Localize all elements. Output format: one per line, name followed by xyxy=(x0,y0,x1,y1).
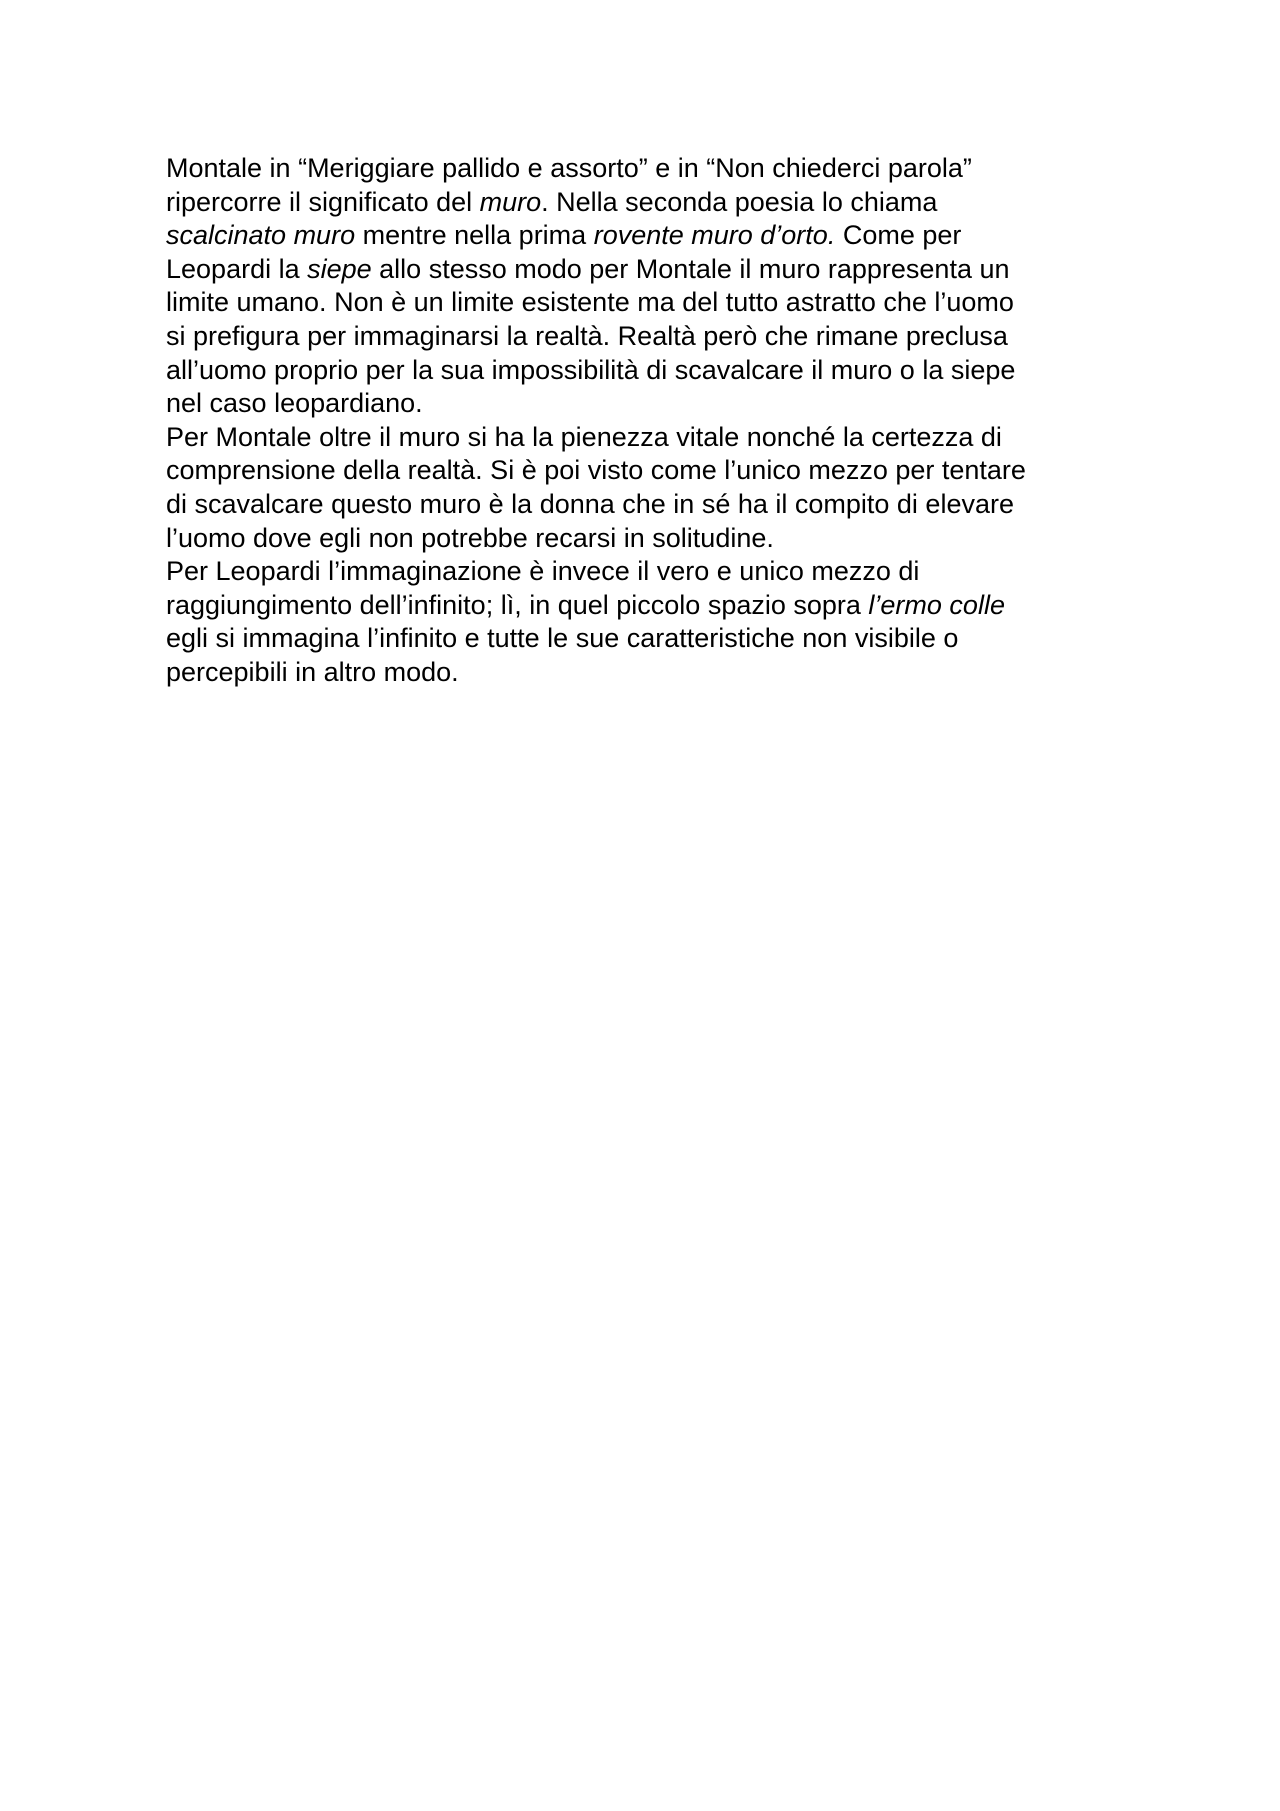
text-segment: l’uomo dove egli non potrebbe recarsi in solitudine. xyxy=(166,522,774,553)
text-segment: comprensione della realtà. Si è poi visto come l’unico mezzo per tentare xyxy=(166,455,1026,486)
text-segment: ripercorre il significato del xyxy=(166,186,480,217)
text-line xyxy=(166,219,1126,253)
text-segment: allo stesso modo per Montale il muro rappresenta un xyxy=(371,253,1010,284)
text-line xyxy=(166,320,1126,354)
text-segment: Per Leopardi l’immaginazione è invece il vero e unico mezzo di xyxy=(166,556,920,587)
text-segment: egli si immagina l’infinito e tutte le sue caratteristiche non visibile o xyxy=(166,623,959,654)
italic-text: l’ermo colle xyxy=(868,589,1005,620)
text-segment: di scavalcare questo muro è la donna che in sé ha il compito di elevare xyxy=(166,488,1014,519)
italic-text: rovente muro d’orto. xyxy=(593,220,836,251)
italic-text: scalcinato muro xyxy=(166,220,356,251)
text-segment: all’uomo proprio per la sua impossibilità di scavalcare il muro o la siepe xyxy=(166,354,1016,385)
text-line xyxy=(166,656,1126,690)
text-line xyxy=(166,555,1126,589)
text-segment: . Nella seconda poesia lo chiama xyxy=(541,186,938,217)
text-line xyxy=(166,253,1126,287)
text-segment: Come per xyxy=(835,220,962,251)
text-segment: si prefigura per immaginarsi la realtà. Realtà però che rimane preclusa xyxy=(166,320,1008,351)
italic-text: muro xyxy=(479,186,542,217)
text-segment: nel caso leopardiano. xyxy=(166,388,423,419)
text-line xyxy=(166,589,1126,623)
text-line xyxy=(166,387,1126,421)
text-line xyxy=(166,286,1126,320)
text-line xyxy=(166,421,1126,455)
text-line xyxy=(166,454,1126,488)
text-segment: limite umano. Non è un limite esistente ma del tutto astratto che l’uomo xyxy=(166,287,1014,318)
text-line xyxy=(166,186,1126,220)
text-line xyxy=(166,522,1126,556)
text-line xyxy=(166,622,1126,656)
text-segment: raggiungimento dell’infinito; lì, in quel piccolo spazio sopra xyxy=(166,589,869,620)
text-segment: Montale in “Meriggiare pallido e assorto” e in “Non chiederci parola” xyxy=(166,153,972,183)
text-segment: mentre nella prima xyxy=(355,220,594,251)
text-segment: Leopardi la xyxy=(166,253,308,284)
text-line xyxy=(166,354,1126,388)
italic-text: siepe xyxy=(307,253,372,284)
text-segment: Per Montale oltre il muro si ha la pienezza vitale nonché la certezza di xyxy=(166,421,1002,452)
text-line xyxy=(166,152,1126,186)
body-text xyxy=(166,152,1126,690)
text-line xyxy=(166,488,1126,522)
text-segment: percepibili in altro modo. xyxy=(166,656,459,687)
